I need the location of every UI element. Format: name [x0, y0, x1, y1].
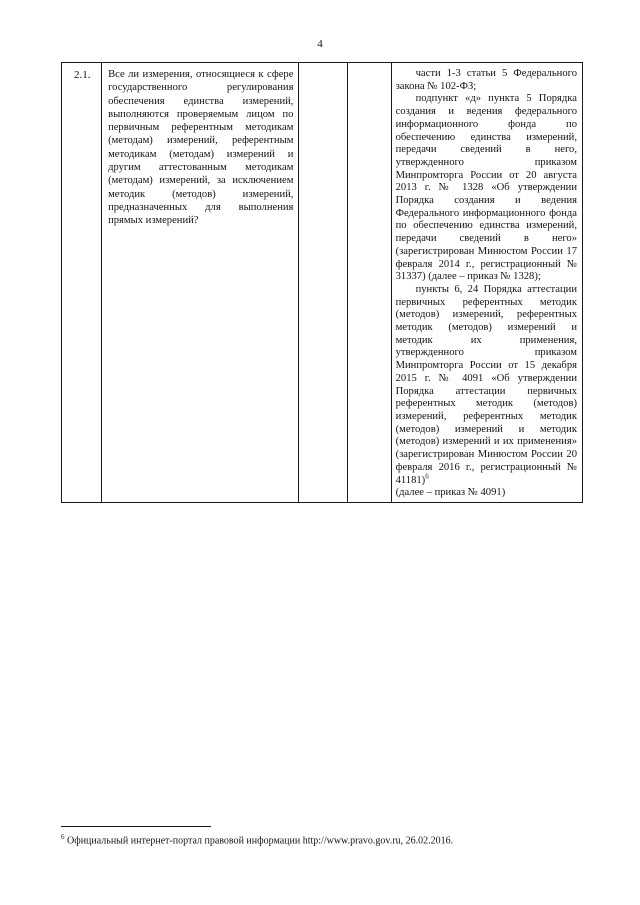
footnote-divider [61, 826, 211, 827]
footnote [61, 833, 453, 846]
legal-reference-cell [391, 63, 582, 503]
question-cell [102, 63, 299, 503]
answer-no-cell [347, 63, 391, 503]
table-row [62, 63, 583, 503]
page-number: 4 [317, 38, 323, 50]
item-number-cell [62, 63, 102, 503]
footnote-text: Официальный интернет-портал правовой информации http://www.pravo.gov.ru, 26.02.2016. [64, 835, 454, 847]
question-text: Все ли измерения, относящиеся к сфере государственного регулирования обеспечения единства измерений, выполняются проверяемым лицом по первичным референтным методикам (методам) измерений, референтным методикам (методам) измерений и другим аттестованным методикам (методам) измерений, за исключением методик (методов) измерений, предназначенных для выполнения прямых измерений? [108, 69, 294, 227]
reference-paragraph [396, 284, 577, 487]
footnote-number: 6 [61, 833, 65, 841]
answer-yes-cell [299, 63, 347, 503]
legal-reference [392, 63, 582, 502]
reference-tail: (далее – приказ № 4091) [395, 487, 506, 499]
footnote-mark: 6 [425, 471, 429, 480]
checklist-table [61, 62, 583, 503]
reference-paragraph: части 1-3 статьи 5 Федерального закона № 102-ФЗ; [395, 68, 577, 92]
item-number: 2.1. [74, 69, 91, 81]
reference-paragraph-text: пункты 6, 24 Порядка аттестации первичных референтных методик (методов) измерений, референтных методик (методов) измерений и методик их применения, утвержденного приказом Минпромторга России от 15 декабря 2015 г. № 4091 «Об утверждении Порядка аттестации первичных референтных методик (методов) измерений, референтных методик (методов) измерений и методик (методов) измерений и их применения» (зарегистрирован Минюстом России 20 февраля 2016 г., регистрационный № 41181) [395, 283, 577, 486]
reference-paragraph: подпункт «д» пункта 5 Порядка создания и ведения федерального информационного фонда по обеспечению единства измерений, передачи сведений в него, утвержденного приказом Минпромторга России от 20 августа 2013 г. № 1328 «Об утверждении Порядка создания и ведения Федерального информационного фонда по обеспечению единства измерений, передачи сведений в него» (зарегистрирован Минюстом России 17 февраля 2014 г., регистрационный № 31337) (далее – приказ № 1328); [395, 93, 577, 283]
